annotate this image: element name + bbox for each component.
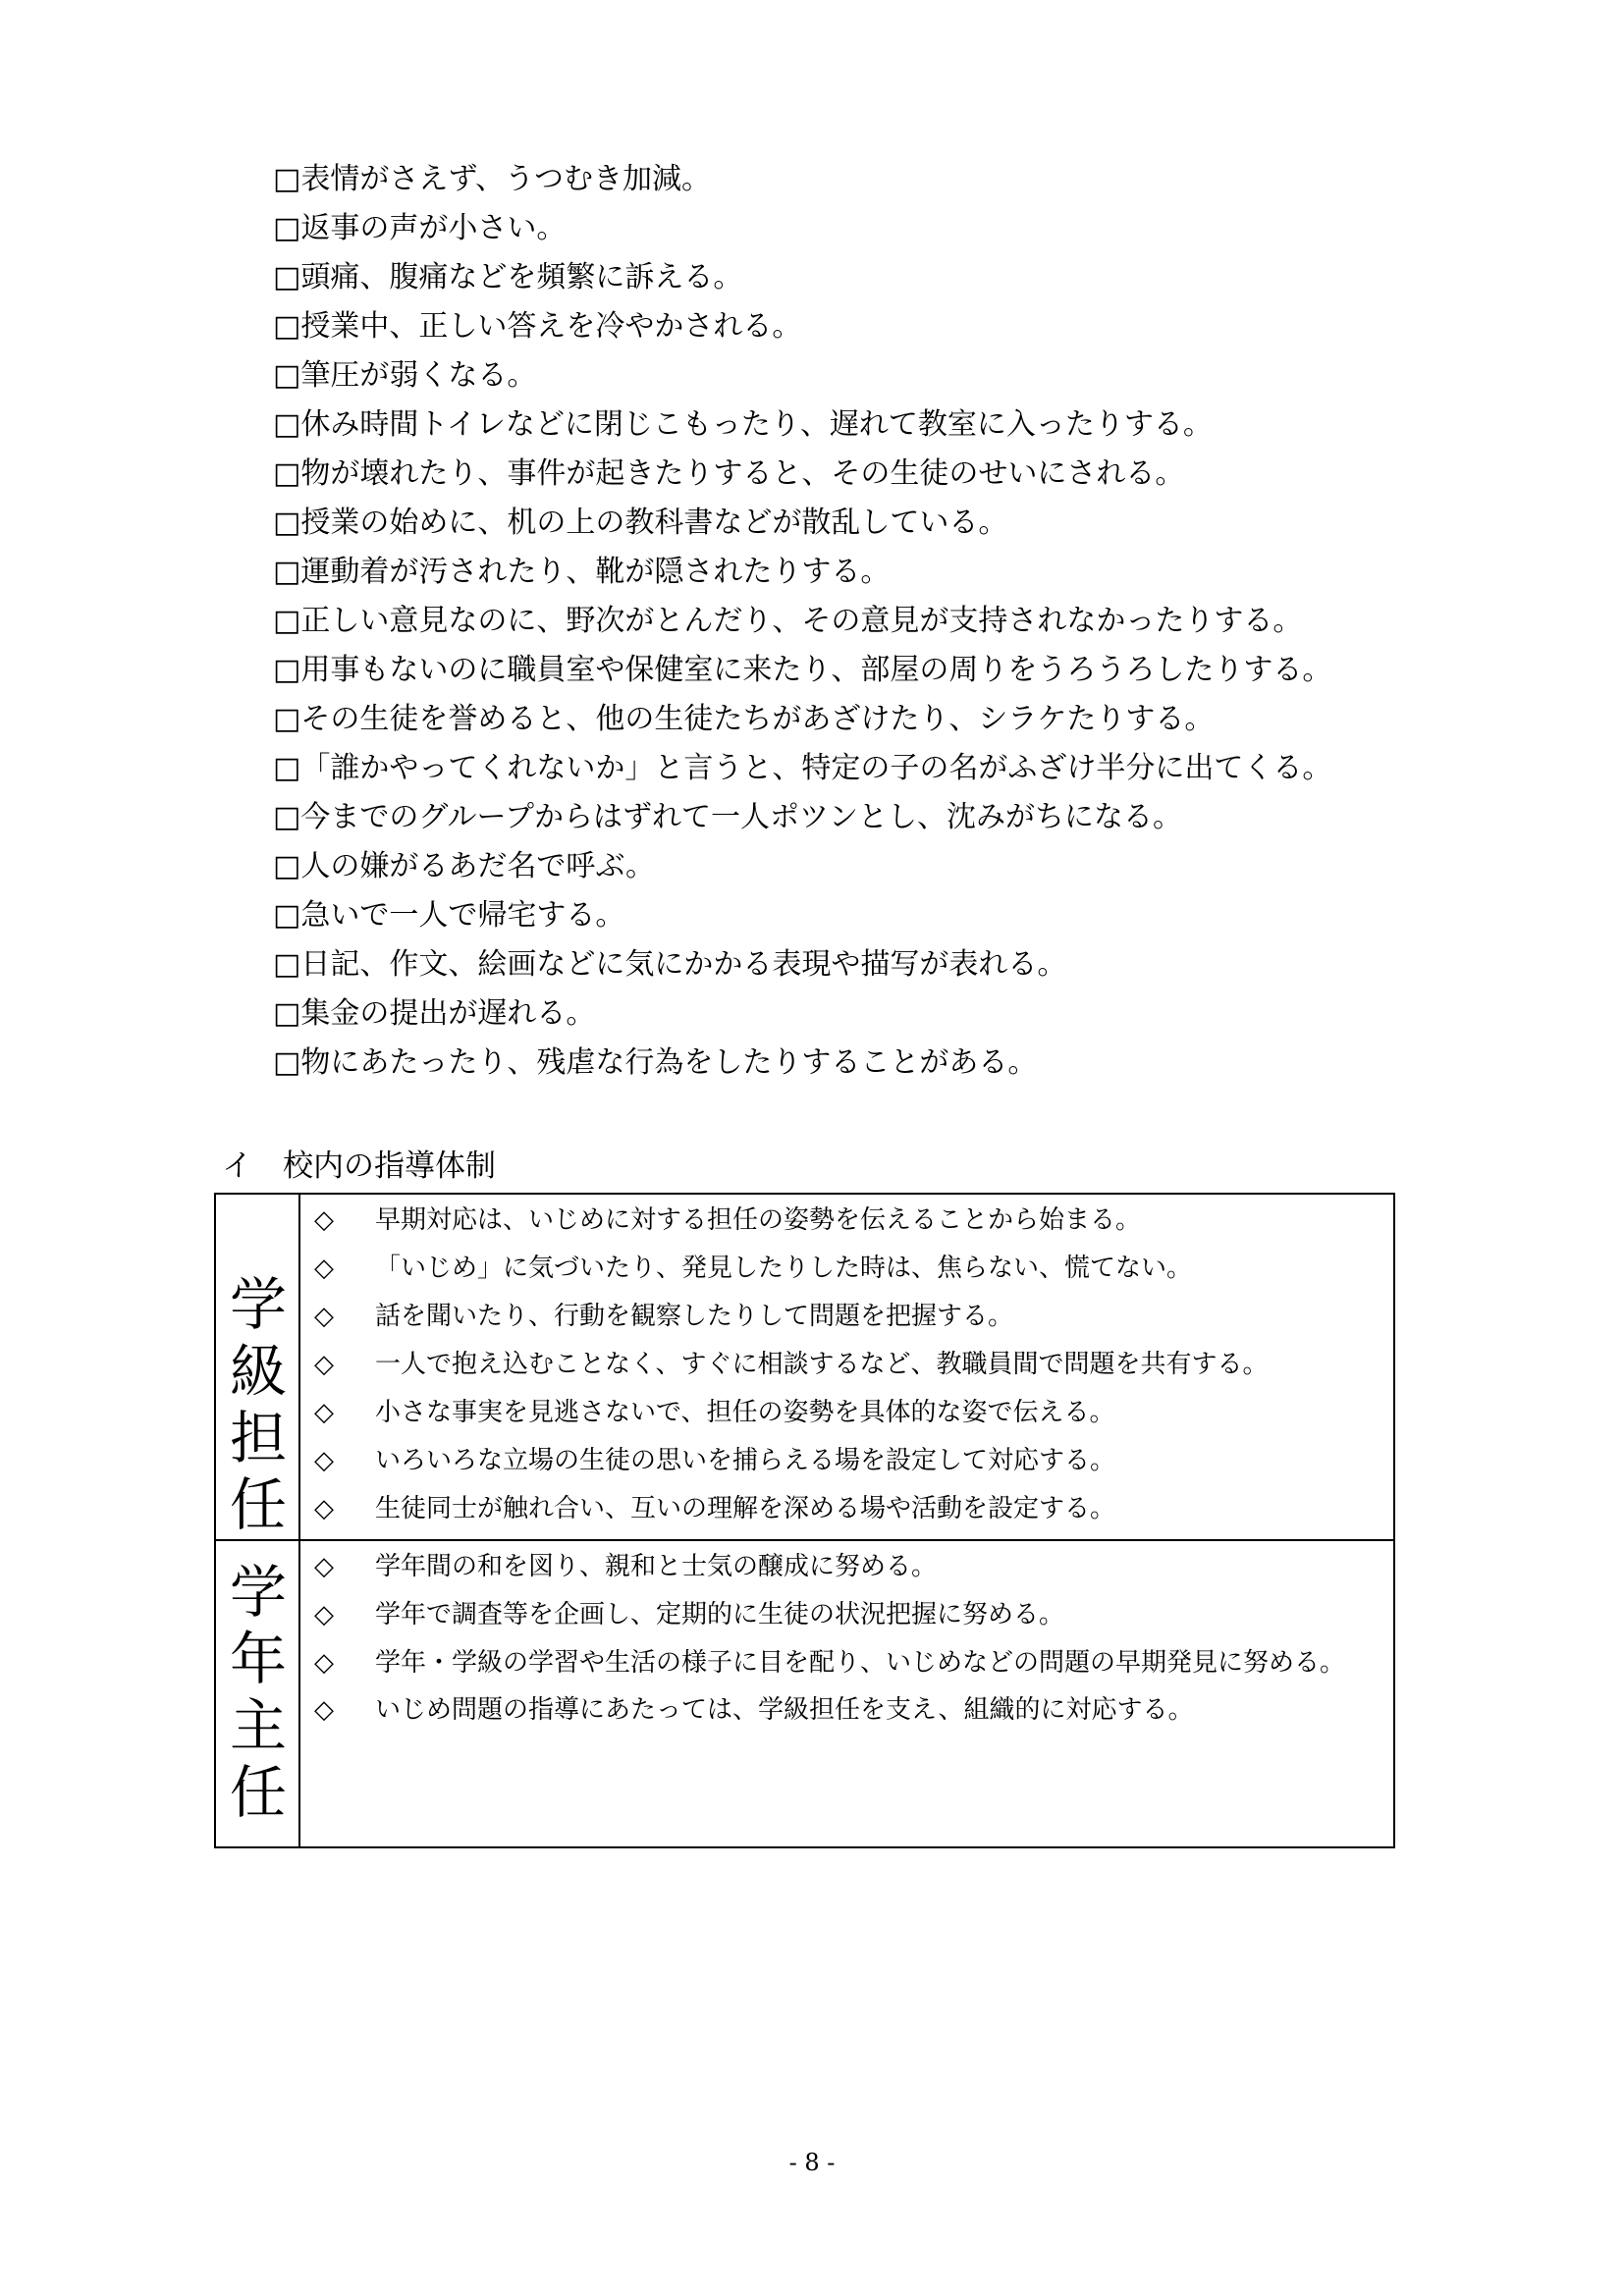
duty-item (314, 1686, 1364, 1735)
role-char: 任 (229, 1759, 287, 1826)
checklist-item: □用事もないのに職員室や保健室に来たり、部屋の周りをうろうろしたりする。 (273, 653, 1332, 687)
checklist-item: □頭痛、腹痛などを頻繁に訴える。 (273, 260, 743, 294)
role-cell (216, 1195, 300, 1539)
duty-list (314, 1197, 1364, 1533)
table-row-homeroom-teacher (216, 1195, 1393, 1541)
checklist-item: □運動着が汚されたり、靴が隠されたりする。 (273, 555, 891, 589)
checklist-item: □休み時間トイレなどに閉じこもったり、遅れて教室に入ったりする。 (273, 407, 1213, 442)
checklist-item: □表情がさえず、うつむき加減。 (273, 162, 711, 196)
checklist-item: □授業中、正しい答えを冷やかされる。 (273, 309, 802, 344)
role-char: 級 (229, 1338, 287, 1405)
role-char: 学 (229, 1271, 287, 1338)
duty-item (314, 1341, 1364, 1389)
duty-text: いじめ問題の指導にあたっては、学級担任を支え、組織的に対応する。 (375, 1695, 1194, 1725)
duty-text: 学年で調査等を企画し、定期的に生徒の状況把握に努める。 (375, 1600, 1065, 1629)
duty-item (314, 1293, 1364, 1341)
duty-item (314, 1591, 1364, 1639)
checklist-item: □人の嫌がるあだ名で呼ぶ。 (273, 849, 655, 883)
diamond-bullet-icon: ◇ (314, 1600, 334, 1629)
warning-signs-checklist (273, 155, 1549, 1088)
role-label-grade-head (216, 1559, 300, 1826)
duty-text: 小さな事実を見逃さないで、担任の姿勢を具体的な姿で伝える。 (375, 1398, 1115, 1427)
diamond-bullet-icon: ◇ (314, 1254, 334, 1283)
checklist-item: □集金の提出が遅れる。 (273, 996, 596, 1031)
diamond-bullet-icon: ◇ (314, 1302, 334, 1331)
checklist-item: □急いで一人で帰宅する。 (273, 898, 625, 933)
checklist-item: □返事の声が小さい。 (273, 211, 567, 245)
duty-item (314, 1543, 1364, 1591)
duty-item (314, 1197, 1364, 1245)
role-char: 任 (229, 1471, 287, 1538)
duty-text: 話を聞いたり、行動を観察したりして問題を把握する。 (375, 1302, 1014, 1331)
checklist-item: □筆圧が弱くなる。 (273, 358, 537, 393)
duty-item (314, 1639, 1364, 1686)
diamond-bullet-icon: ◇ (314, 1648, 334, 1678)
duty-text: 学年・学級の学習や生活の様子に目を配り、いじめなどの問題の早期発見に努める。 (375, 1648, 1346, 1678)
duty-item (314, 1245, 1364, 1293)
duty-text: 一人で抱え込むことなく、すぐに相談するなど、教職員間で問題を共有する。 (375, 1350, 1269, 1379)
duty-text: 「いじめ」に気づいたり、発見したりした時は、焦らない、慌てない。 (375, 1254, 1193, 1283)
diamond-bullet-icon: ◇ (314, 1398, 334, 1427)
diamond-bullet-icon: ◇ (314, 1446, 334, 1475)
role-cell (216, 1541, 300, 1848)
role-label-homeroom-teacher (216, 1271, 300, 1538)
checklist-item: □今までのグループからはずれて一人ポツンとし、沈みがちになる。 (273, 800, 1182, 834)
diamond-bullet-icon: ◇ (314, 1695, 334, 1725)
checklist-item: □日記、作文、絵画などに気にかかる表現や描写が表れる。 (273, 947, 1067, 982)
duty-text: 生徒同士が触れ合い、互いの理解を深める場や活動を設定する。 (375, 1494, 1116, 1523)
role-char: 学 (229, 1559, 287, 1626)
duty-item (314, 1485, 1364, 1533)
guidance-system-table (214, 1193, 1395, 1848)
role-char: 担 (229, 1405, 287, 1471)
diamond-bullet-icon: ◇ (314, 1494, 334, 1523)
table-row-grade-head (216, 1541, 1393, 1848)
role-char: 年 (229, 1626, 287, 1692)
checklist-item: □「誰かやってくれないか」と言うと、特定の子の名がふざけ半分に出てくる。 (273, 751, 1332, 785)
checklist-item: □授業の始めに、机の上の教科書などが散乱している。 (273, 506, 1008, 540)
duty-list (314, 1543, 1364, 1735)
section-heading: イ 校内の指導体制 (222, 1148, 496, 1184)
duty-item (314, 1389, 1364, 1437)
checklist-item: □正しい意見なのに、野次がとんだり、その意見が支持されなかったりする。 (273, 604, 1303, 638)
checklist-item: □物が壊れたり、事件が起きたりすると、その生徒のせいにされる。 (273, 456, 1185, 491)
duty-text: 学年間の和を図り、親和と士気の醸成に努める。 (375, 1552, 938, 1581)
duty-item (314, 1437, 1364, 1485)
role-char: 主 (229, 1692, 287, 1759)
checklist-item: □その生徒を誉めると、他の生徒たちがあざけたり、シラケたりする。 (273, 702, 1215, 736)
diamond-bullet-icon: ◇ (314, 1350, 334, 1379)
duty-text: いろいろな立場の生徒の思いを捕らえる場を設定して対応する。 (375, 1446, 1116, 1475)
page-number: - 8 - (788, 2149, 836, 2176)
diamond-bullet-icon: ◇ (314, 1552, 334, 1581)
diamond-bullet-icon: ◇ (314, 1205, 334, 1235)
duty-text: 早期対応は、いじめに対する担任の姿勢を伝えることから始まる。 (375, 1205, 1142, 1235)
checklist-item: □物にあたったり、残虐な行為をしたりすることがある。 (273, 1045, 1038, 1080)
